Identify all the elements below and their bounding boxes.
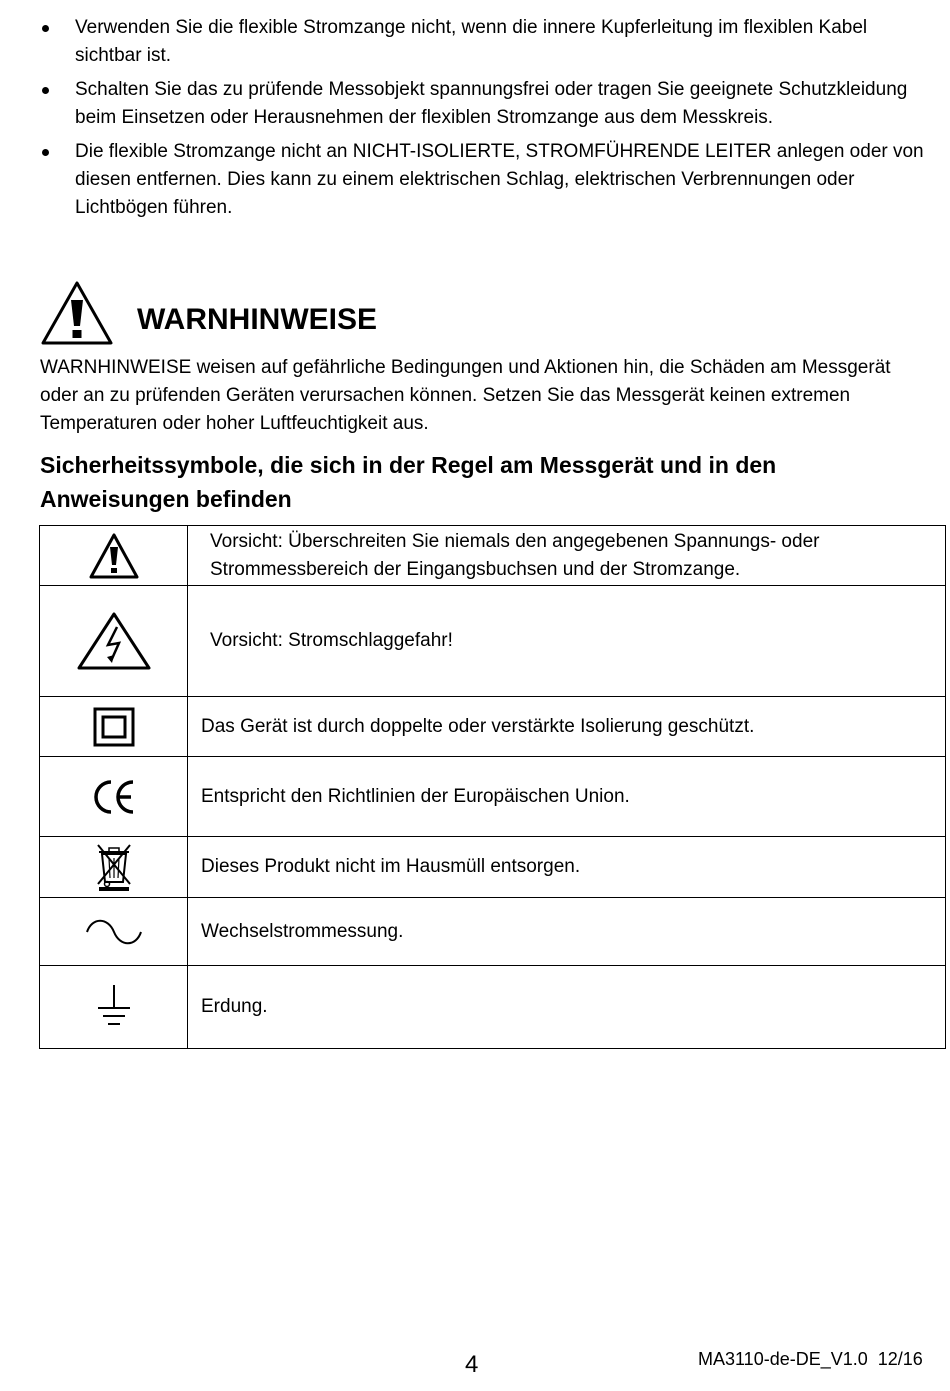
list-item — [40, 14, 925, 70]
table-row — [40, 526, 946, 586]
symbol-description: Entspricht den Richtlinien der Europäischen Union. — [188, 757, 946, 837]
symbol-cell — [40, 697, 188, 757]
symbol-cell — [40, 586, 188, 697]
bullet-icon — [42, 87, 49, 94]
ground-icon — [94, 982, 134, 1032]
symbol-description: Wechselstrommessung. — [188, 898, 946, 966]
symbol-cell — [40, 966, 188, 1049]
list-item — [40, 138, 925, 222]
symbol-description: Dieses Produkt nicht im Hausmüll entsorgen. — [188, 837, 946, 898]
symbol-description: Vorsicht: Stromschlaggefahr! — [188, 586, 946, 697]
table-row — [40, 966, 946, 1049]
safety-symbols-table — [39, 525, 946, 1049]
page-number: 4 — [465, 1351, 479, 1378]
caution-triangle-icon — [88, 532, 140, 580]
warning-title: WARNHINWEISE — [137, 303, 377, 336]
ce-mark-icon — [91, 778, 137, 816]
list-item-text: Verwenden Sie die flexible Stromzange nicht, wenn die innere Kupferleitung im flexiblen Kabel sichtbar ist. — [75, 17, 868, 66]
symbols-heading: Sicherheitssymbole, die sich in der Regel am Messgerät und in den Anweisungen befinden — [40, 452, 777, 512]
symbol-description: Vorsicht: Überschreiten Sie niemals den angegebenen Spannungs- oder Strommessbereich der Eingangsbuchsen und der Stromzange. — [188, 526, 946, 586]
bullet-icon — [42, 149, 49, 156]
ac-sine-icon — [84, 915, 144, 949]
precaution-list — [40, 14, 925, 228]
table-row — [40, 757, 946, 837]
symbol-description: Erdung. — [188, 966, 946, 1049]
bullet-icon — [42, 25, 49, 32]
warning-triangle-icon — [40, 280, 114, 346]
double-insulation-icon — [93, 707, 135, 747]
symbol-cell — [40, 526, 188, 586]
list-item-text: Die flexible Stromzange nicht an NICHT-ISOLIERTE, STROMFÜHRENDE LEITER anlegen oder von diesen entfernen. Dies kann zu einem elektrischen Schlag, elektrischen Verbrennungen oder Lichtbögen führen. — [75, 141, 924, 218]
table-row — [40, 586, 946, 697]
table-row — [40, 898, 946, 966]
symbol-description: Das Gerät ist durch doppelte oder verstärkte Isolierung geschützt. — [188, 697, 946, 757]
warning-text: WARNHINWEISE weisen auf gefährliche Bedingungen und Aktionen hin, die Schäden am Messgerät oder an zu prüfenden Geräten verursachen können. Setzen Sie das Messgerät keinen extremen Temperaturen oder hoher Luftfeuchtigkeit aus. — [40, 357, 891, 434]
electric-shock-icon — [76, 611, 152, 671]
table-row — [40, 697, 946, 757]
crossed-bin-icon — [94, 842, 134, 892]
symbol-cell — [40, 757, 188, 837]
symbol-cell — [40, 837, 188, 898]
list-item — [40, 76, 925, 132]
document-id: MA3110-de-DE_V1.0 12/16 — [698, 1349, 923, 1369]
table-row — [40, 837, 946, 898]
symbol-cell — [40, 898, 188, 966]
warning-heading — [40, 280, 920, 350]
list-item-text: Schalten Sie das zu prüfende Messobjekt spannungsfrei oder tragen Sie geeignete Schutzkleidung beim Einsetzen oder Herausnehmen der flexiblen Stromzange aus dem Messkreis. — [75, 79, 908, 128]
